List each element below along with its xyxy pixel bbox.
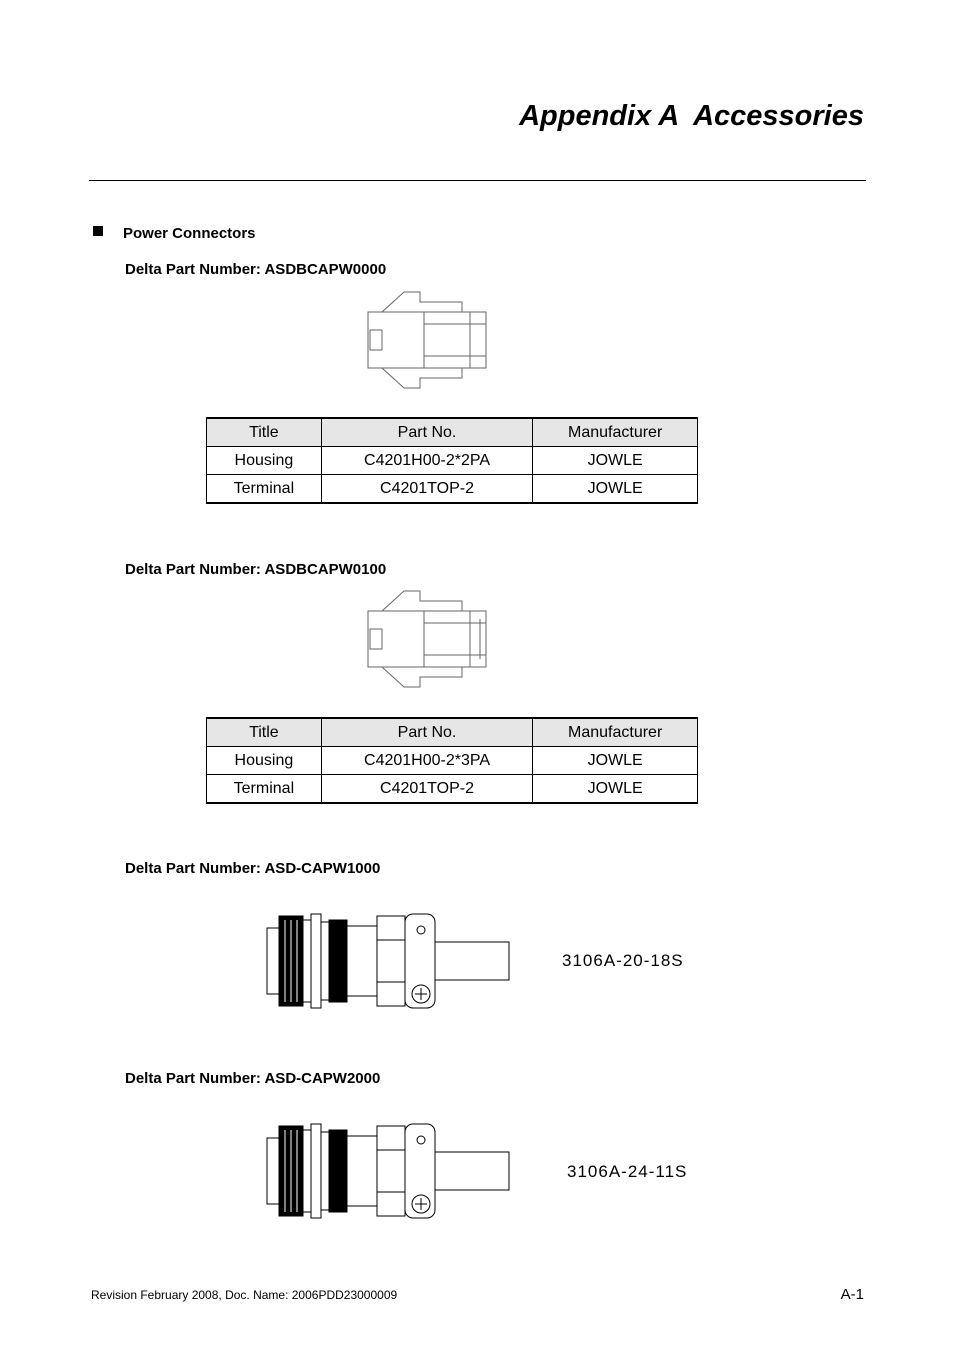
table-row: [207, 475, 698, 504]
cell-part-no: C4201H00-2*3PA: [321, 747, 532, 775]
page-title: Appendix A Accessories: [519, 100, 864, 132]
column-header-manufacturer: Manufacturer: [533, 418, 698, 447]
table-row: [207, 747, 698, 775]
table-row: [207, 447, 698, 475]
part-heading-3: Delta Part Number: ASD-CAPW1000: [125, 860, 381, 877]
cell-manufacturer: JOWLE: [533, 747, 698, 775]
square-bullet-icon: [93, 226, 103, 236]
footer-revision: Revision February 2008, Doc. Name: 2006PDD23000009: [91, 1288, 398, 1302]
cell-part-no: C4201TOP-2: [321, 775, 532, 804]
cell-manufacturer: JOWLE: [533, 775, 698, 804]
column-header-title: Title: [207, 418, 322, 447]
cell-title: Terminal: [207, 475, 322, 504]
housing-connector-drawing-1: [362, 290, 492, 390]
column-header-manufacturer: Manufacturer: [533, 718, 698, 747]
connector-model-label-1: 3106A-20-18S: [562, 951, 684, 970]
cell-manufacturer: JOWLE: [533, 475, 698, 504]
connector-model-label-2: 3106A-24-11S: [567, 1162, 688, 1181]
part-heading-4: Delta Part Number: ASD-CAPW2000: [125, 1070, 381, 1087]
column-header-part-no: Part No.: [321, 718, 532, 747]
parts-table-2: [206, 717, 698, 804]
circular-connector-drawing-1: [266, 912, 511, 1010]
housing-connector-drawing-2: [362, 589, 492, 689]
circular-connector-drawing-2: [266, 1122, 511, 1220]
section-title: Power Connectors: [123, 225, 256, 242]
part-heading-1: Delta Part Number: ASDBCAPW0000: [125, 261, 387, 278]
parts-table-1: [206, 417, 698, 504]
cell-part-no: C4201H00-2*2PA: [321, 447, 532, 475]
header-rule: [89, 180, 866, 181]
cell-part-no: C4201TOP-2: [321, 475, 532, 504]
cell-title: Housing: [207, 447, 322, 475]
column-header-part-no: Part No.: [321, 418, 532, 447]
cell-title: Terminal: [207, 775, 322, 804]
column-header-title: Title: [207, 718, 322, 747]
page-number: A-1: [840, 1286, 864, 1303]
cell-manufacturer: JOWLE: [533, 447, 698, 475]
cell-title: Housing: [207, 747, 322, 775]
part-heading-2: Delta Part Number: ASDBCAPW0100: [125, 561, 387, 578]
table-row: [207, 775, 698, 804]
